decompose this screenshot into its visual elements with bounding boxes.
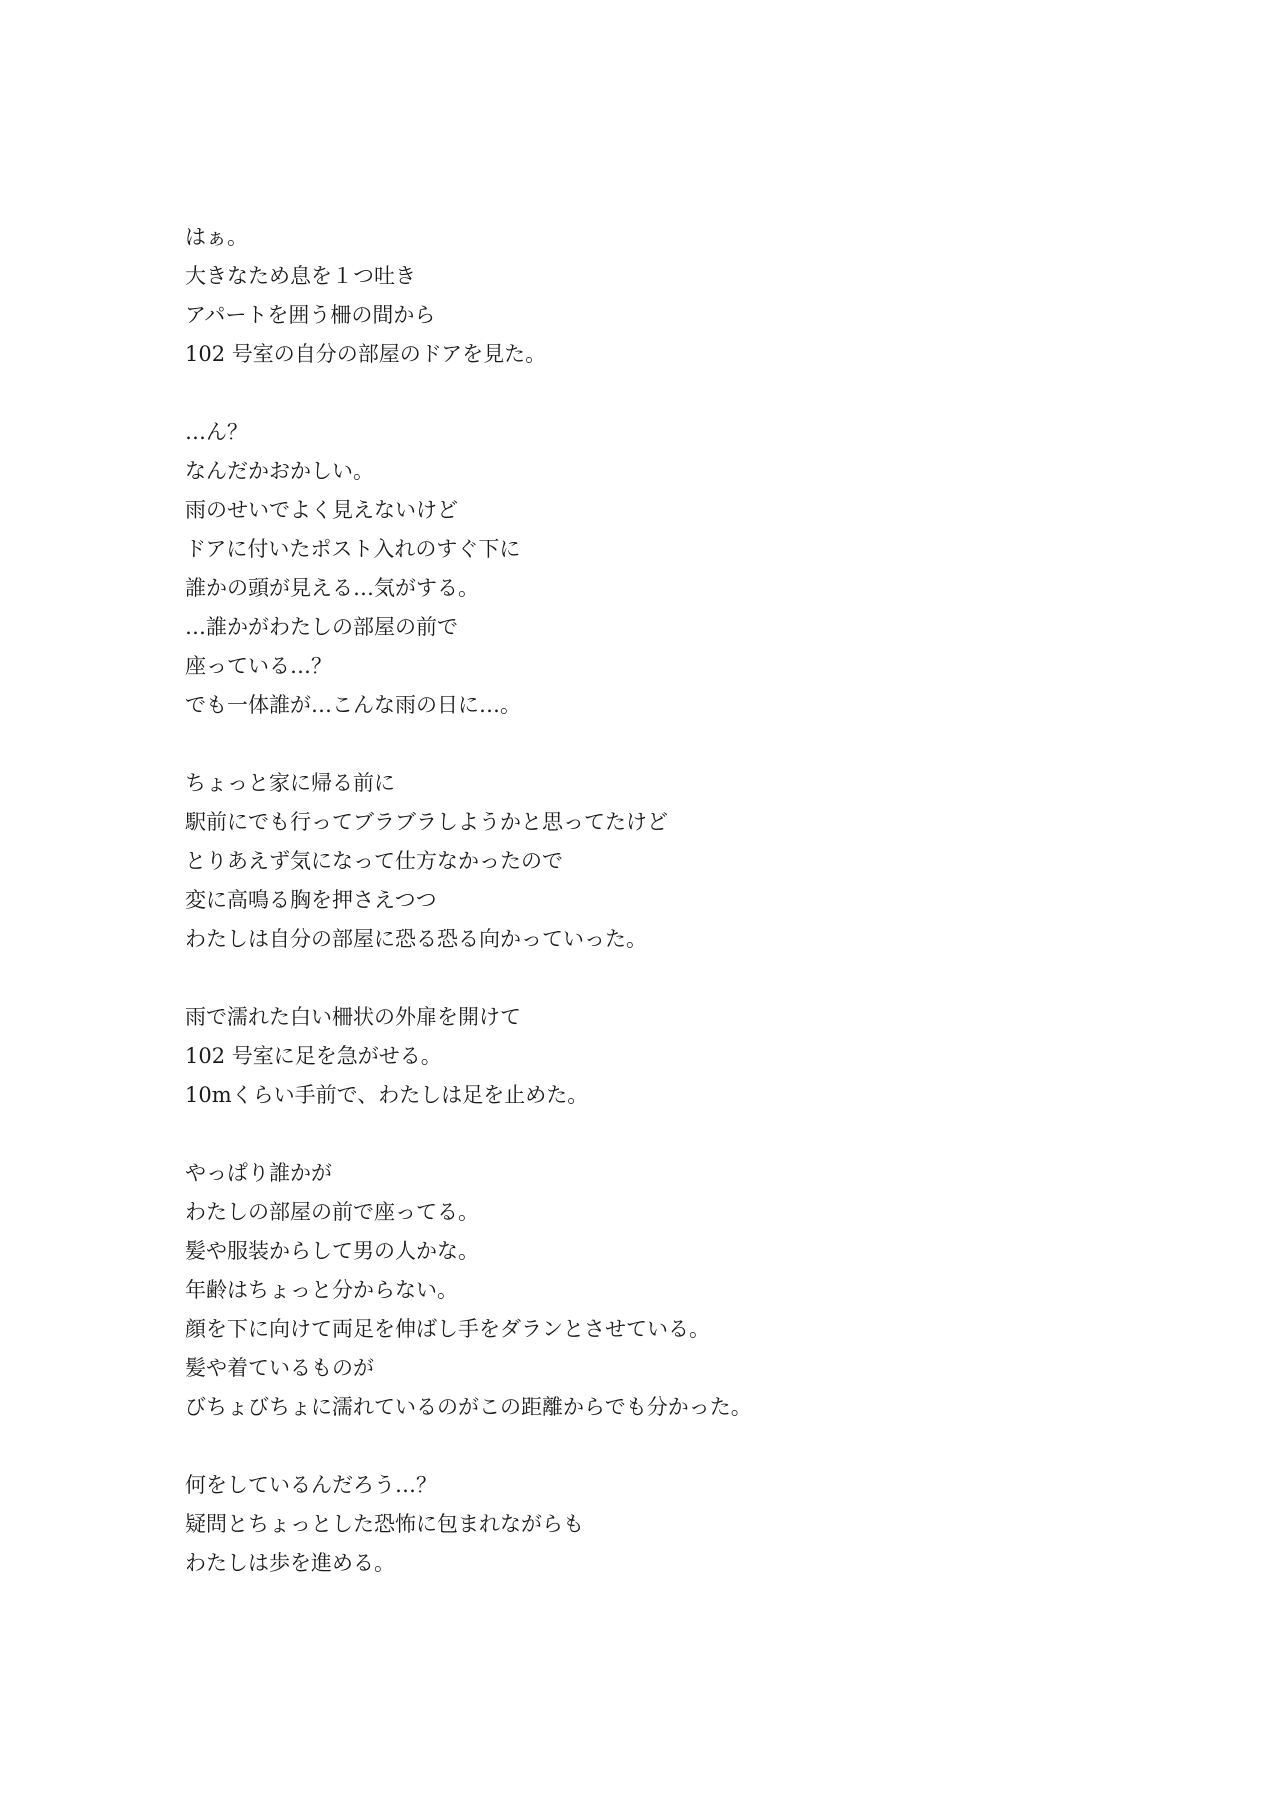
paragraph-1 <box>185 218 1185 374</box>
text-line: やっぱり誰かが <box>185 1161 332 1185</box>
text-line: ドアに付いたポスト入れのすぐ下に <box>185 537 521 561</box>
paragraph-3 <box>185 764 1185 959</box>
paragraph-2 <box>185 413 1185 725</box>
text-line: 駅前にでも行ってブラブラしようかと思ってたけど <box>185 810 668 834</box>
text-line: 髪や服装からして男の人かな。 <box>185 1239 479 1263</box>
text-line: …ん？ <box>185 420 248 444</box>
text-line: わたしは歩を進める。 <box>185 1551 395 1575</box>
text-line: なんだかおかしい。 <box>185 459 374 483</box>
text-line: とりあえず気になって仕方なかったので <box>185 849 563 873</box>
paragraph-4 <box>185 998 1185 1115</box>
text-line: わたしは自分の部屋に恐る恐る向かっていった。 <box>185 927 647 951</box>
text-line: 誰かの頭が見える…気がする。 <box>185 576 479 600</box>
text-line: はぁ。 <box>185 225 248 249</box>
paragraph-5 <box>185 1154 1185 1427</box>
text-line: 座っている…？ <box>185 654 332 678</box>
text-line: 102 号室に足を急がせる。 <box>185 1044 442 1068</box>
paragraph-6 <box>185 1466 1185 1583</box>
text-line: 何をしているんだろう…？ <box>185 1473 437 1497</box>
text-line: 雨のせいでよく見えないけど <box>185 498 458 522</box>
text-line: びちょびちょに濡れているのがこの距離からでも分かった。 <box>185 1395 752 1419</box>
text-line: ちょっと家に帰る前に <box>185 771 395 795</box>
text-line: 大きなため息を１つ吐き <box>185 264 416 288</box>
text-line: 顔を下に向けて両足を伸ばし手をダランとさせている。 <box>185 1317 710 1341</box>
text-line: 髪や着ているものが <box>185 1356 374 1380</box>
text-line: 雨で濡れた白い柵状の外扉を開けて <box>185 1005 521 1029</box>
text-line: アパートを囲う柵の間から <box>185 303 436 327</box>
story-text <box>185 218 1185 1622</box>
text-line: 年齢はちょっと分からない。 <box>185 1278 458 1302</box>
text-line: 10mくらい手前で、わたしは足を止めた。 <box>185 1083 589 1107</box>
text-line: …誰かがわたしの部屋の前で <box>185 615 458 639</box>
text-line: 疑問とちょっとした恐怖に包まれながらも <box>185 1512 584 1536</box>
text-line: 変に高鳴る胸を押さえつつ <box>185 888 437 912</box>
text-line: わたしの部屋の前で座ってる。 <box>185 1200 479 1224</box>
text-line: でも一体誰が…こんな雨の日に…。 <box>185 693 521 717</box>
text-line: 102 号室の自分の部屋のドアを見た。 <box>185 342 547 366</box>
